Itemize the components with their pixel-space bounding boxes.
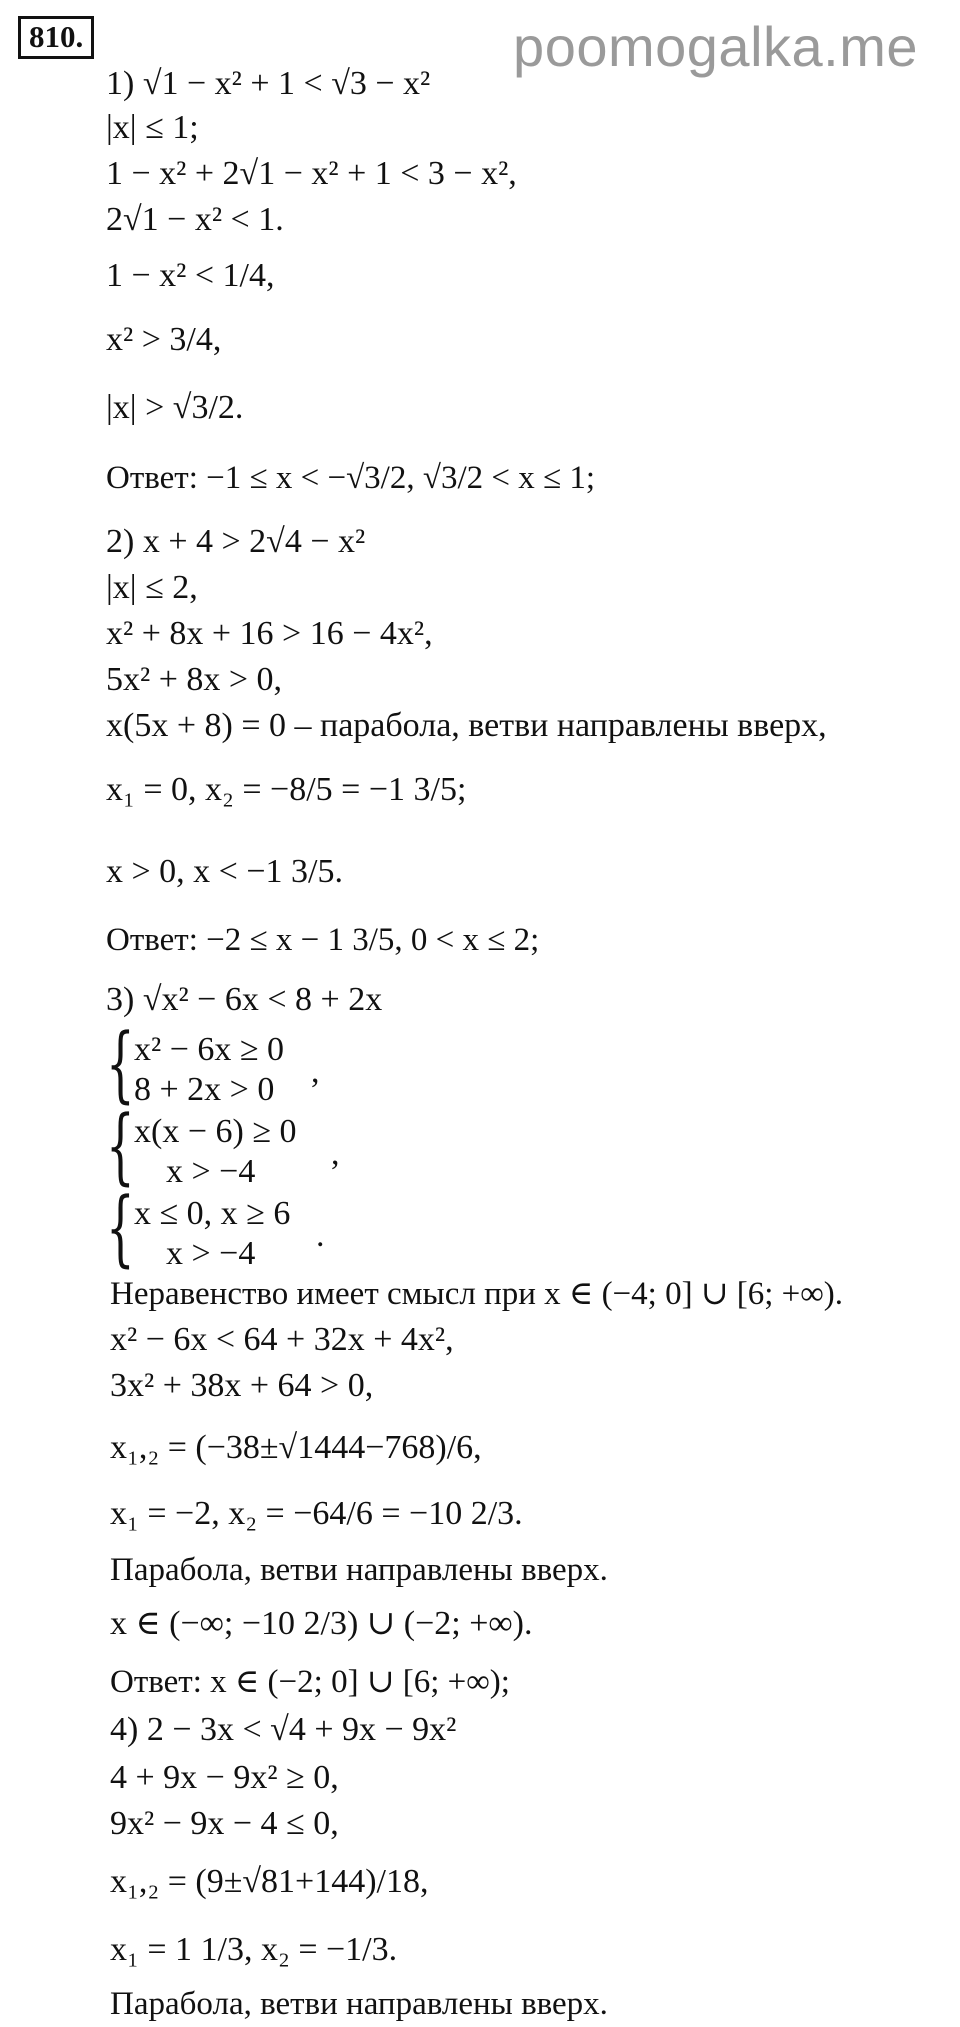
system-punctuation: ,: [331, 1135, 340, 1172]
line-domain-4: 4 + 9x − 9x² ≥ 0,: [110, 1759, 339, 1796]
system-row: x ≤ 0, x ≥ 6: [134, 1195, 291, 1232]
line-domain-2: |x| ≤ 2,: [106, 569, 198, 606]
system-punctuation: ,: [311, 1053, 320, 1090]
line-roots-formula-3: x₁,₂ = (−38±√1444−768)/6,: [110, 1429, 482, 1466]
line-domain-3: Неравенство имеет смысл при x ∈ (−4; 0] ∪ [6; +∞).: [110, 1276, 844, 1312]
line-step-1a: 1 − x² < 1/4,: [106, 257, 275, 294]
line-roots-3: x₁ = −2, x₂ = −64/6 = −10 2/3.: [110, 1495, 523, 1532]
line-interval-3: x ∈ (−∞; −10 2/3) ∪ (−2; +∞).: [110, 1605, 533, 1642]
line-parabola-2: x(5x + 8) = 0 – парабола, ветви направлены вверх,: [106, 707, 827, 744]
line-simplify-3: 3x² + 38x + 64 > 0,: [110, 1367, 374, 1404]
line-answer-1: Ответ: −1 ≤ x < −√3/2, √3/2 < x ≤ 1;: [106, 460, 596, 496]
watermark: poomogalka.me: [513, 15, 918, 78]
line-parabola-4: Парабола, ветви направлены вверх.: [110, 1986, 608, 2022]
line-solution-2: x > 0, x < −1 3/5.: [106, 853, 343, 890]
system-row: x² − 6x ≥ 0: [134, 1031, 285, 1068]
line-parabola-3: Парабола, ветви направлены вверх.: [110, 1552, 608, 1588]
line-answer-2: Ответ: −2 ≤ x − 1 3/5, 0 < x ≤ 2;: [106, 922, 540, 958]
line-roots-2: x₁ = 0, x₂ = −8/5 = −1 3/5;: [106, 771, 467, 808]
line-answer-3: Ответ: x ∈ (−2; 0] ∪ [6; +∞);: [110, 1664, 510, 1700]
brace-icon: {: [106, 1099, 135, 1194]
brace-icon: {: [106, 1017, 135, 1112]
line-task-3: 3) √x² − 6x < 8 + 2x: [106, 981, 383, 1018]
line-square-2: x² + 8x + 16 > 16 − 4x²,: [106, 615, 433, 652]
line-square-3: x² − 6x < 64 + 32x + 4x²,: [110, 1321, 454, 1358]
system-row: 8 + 2x > 0: [134, 1071, 275, 1108]
system-row: x > −4: [166, 1235, 256, 1272]
line-task-1: 1) √1 − x² + 1 < √3 − x²: [106, 65, 431, 102]
line-step-1c: |x| > √3/2.: [106, 389, 244, 426]
system-row: x(x − 6) ≥ 0: [134, 1113, 297, 1150]
line-simplify-2: 5x² + 8x > 0,: [106, 661, 283, 698]
line-task-4: 4) 2 − 3x < √4 + 9x − 9x²: [110, 1711, 457, 1748]
line-simplify-4: 9x² − 9x − 4 ≤ 0,: [110, 1805, 339, 1842]
line-step-1b: x² > 3/4,: [106, 321, 222, 358]
system-row: x > −4: [166, 1153, 256, 1190]
line-simplify-1: 2√1 − x² < 1.: [106, 201, 284, 238]
line-task-2: 2) x + 4 > 2√4 − x²: [106, 523, 366, 560]
line-roots-4: x₁ = 1 1/3, x₂ = −1/3.: [110, 1931, 398, 1968]
problem-number: 810.: [18, 16, 94, 59]
brace-icon: {: [106, 1181, 135, 1276]
line-square-1: 1 − x² + 2√1 − x² + 1 < 3 − x²,: [106, 155, 517, 192]
system-punctuation: .: [316, 1217, 325, 1254]
line-roots-formula-4: x₁,₂ = (9±√81+144)/18,: [110, 1863, 429, 1900]
line-domain-1: |x| ≤ 1;: [106, 109, 199, 146]
